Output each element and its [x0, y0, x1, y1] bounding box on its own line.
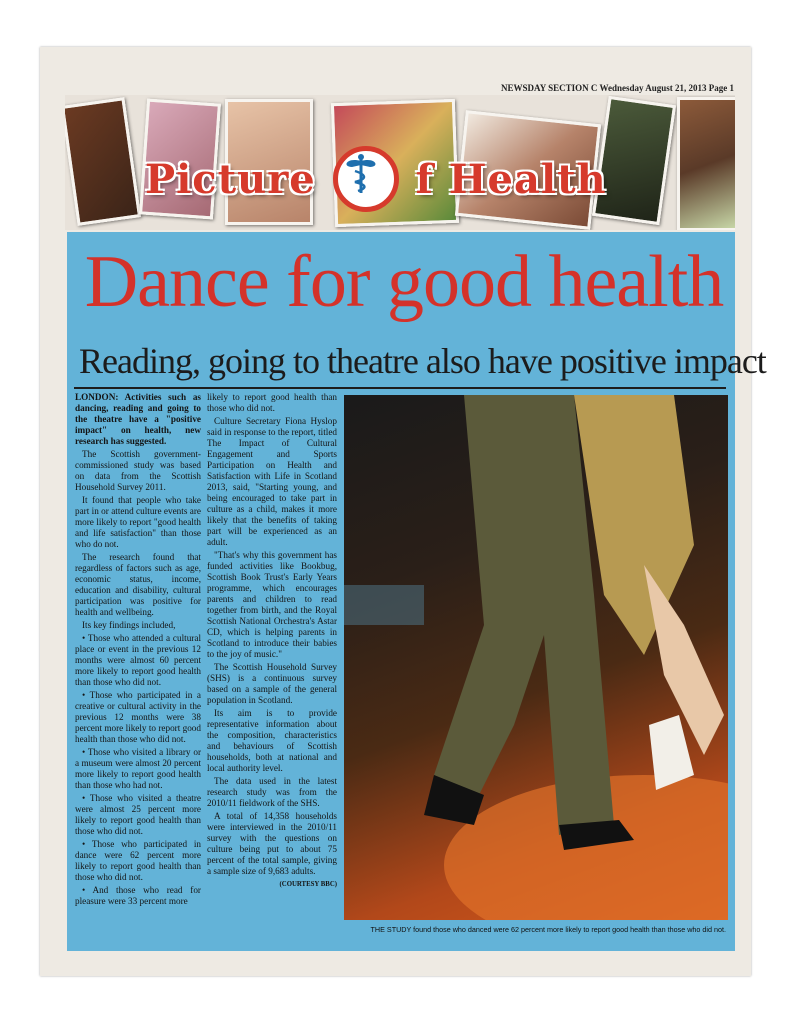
- subheadline: Reading, going to theatre also have positive impact: [79, 341, 766, 381]
- headline: Dance for good health: [84, 241, 724, 323]
- logo-text-health: f Health: [415, 156, 607, 203]
- article-paragraph: The Scottish government-commissioned study was based on data from the Scottish Household Survey 2011.: [75, 449, 201, 492]
- article-paragraph: It found that people who take part in or attend culture events are more likely to report "good health and life satisfaction" than those who do not.: [75, 495, 201, 549]
- article-paragraph: likely to report good health than those who did not.: [207, 392, 337, 413]
- article-paragraph: Culture Secretary Fiona Hyslop said in response to the report, titled The Impact of Cultural Engagement and Sports Participation on Health and Satisfaction with Life in Scotland 2013, said, "Starting young, and being encouraged to take part in culture as a child, makes it more likely that the benefits of taking part will be experienced as an adult.: [207, 416, 337, 547]
- article-paragraph: • Those who visited a library or a museum were almost 20 percent more likely to report good health than those who had not.: [75, 747, 201, 790]
- article-paragraph: • And those who read for pleasure were 33 percent more: [75, 885, 201, 906]
- logo-text-picture: Picture: [145, 156, 316, 203]
- caduceus-icon: [333, 146, 399, 212]
- article-paragraph: A total of 14,358 households were interviewed in the 2010/11 survey with the questions on culture being put to about 75 percent of the total sample, giving a sample size of 9,683 adults.: [207, 811, 337, 876]
- article-paragraph: Its key findings included,: [82, 620, 176, 630]
- article-paragraph: "That's why this government has funded activities like Bookbug, Scottish Book Trust's Early Years programme, which encourages parents and children to read together from birth, and the Royal Scottish National Orchestra's Astar CD, which is helping parents in Scotland to introduce their babies to the joy of music.": [207, 550, 337, 659]
- divider: [74, 387, 726, 389]
- article-paragraph: The Scottish Household Survey (SHS) is a continuous survey based on a sample of the general population in Scotland.: [207, 662, 337, 705]
- article-paragraph: The data used in the latest research study was from the 2010/11 fieldwork of the SHS.: [207, 776, 337, 808]
- dancers-photo: [344, 395, 728, 920]
- banner-photo: [677, 97, 735, 230]
- page-header: NEWSDAY SECTION C Wednesday August 21, 2013 Page 1: [501, 83, 734, 93]
- article-column-2: [207, 392, 337, 892]
- article-paragraph: The research found that regardless of factors such as age, economic status, income, education and disability, cultural participation was positive for health and wellbeing.: [75, 552, 201, 617]
- banner-photo: [65, 97, 141, 226]
- picture-of-health-logo: [145, 150, 655, 202]
- article-paragraph: Its aim is to provide representative information about the composition, characteristics and behaviours of Scottish households, both at national and local authority level.: [207, 708, 337, 773]
- article-paragraph: • Those who participated in dance were 62 percent more likely to report good health than those who did not.: [75, 839, 201, 882]
- article-paragraph: • Those who participated in a creative or cultural activity in the previous 12 months were 38 percent more likely to report good health than those who did not.: [75, 690, 201, 744]
- photo-caption: THE STUDY found those who danced were 62 percent more likely to report good health than those who did not.: [370, 925, 726, 934]
- article-paragraph: LONDON: Activities such as dancing, reading and going to the theatre have a "positive impact" on health, new research has suggested.: [75, 392, 201, 446]
- article-credit: (COURTESY BBC): [279, 881, 337, 888]
- article-paragraph: • Those who attended a cultural place or event in the previous 12 months were almost 60 percent more likely to report good health than those who did not.: [75, 633, 201, 687]
- article-paragraph: • Those who visited a theatre were almost 25 percent more likely to report good health than those who did not.: [75, 793, 201, 836]
- article-column-1: [75, 392, 201, 909]
